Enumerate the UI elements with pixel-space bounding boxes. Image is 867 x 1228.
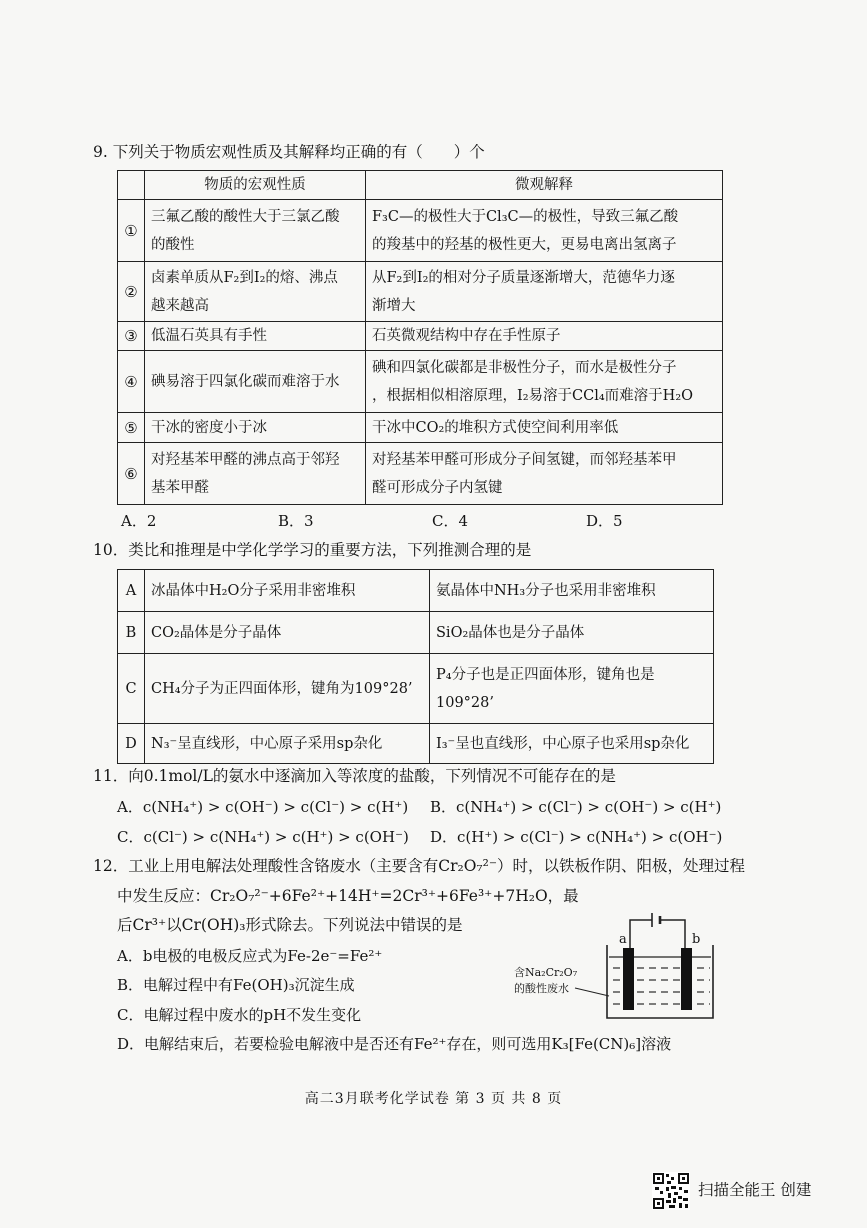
q11-option-d: D．c(H⁺) > c(Cl⁻) > c(NH₄⁺) > c(OH⁻) (430, 828, 723, 846)
scanner-watermark: 扫描全能王 创建 (698, 1181, 812, 1199)
q10-table (117, 569, 714, 764)
electrode-a-label: a (619, 932, 627, 947)
q9-row-num: ④ (118, 351, 145, 413)
q9-row-explanation: 干冰中CO₂的堆积方式使空间利用率低 (366, 413, 723, 443)
q12-stem-line2: 中发生反应：Cr₂O₇²⁻+6Fe²⁺+14H⁺=2Cr³⁺+6Fe³⁺+7H₂O，最 (117, 887, 579, 905)
q9-row-property: 干冰的密度小于冰 (145, 413, 366, 443)
q9-option-a: A．2 (121, 512, 157, 530)
q9-row-num: ② (118, 262, 145, 322)
q10-row-right: SiO₂晶体也是分子晶体 (430, 612, 714, 654)
q11-stem: 11．向0.1mol/L的氨水中逐滴加入等浓度的盐酸，下列情况不可能存在的是 (93, 767, 616, 785)
q10-row-label: B (118, 612, 145, 654)
q10-row-label: C (118, 654, 145, 724)
q12-option-a: A．b电极的电极反应式为Fe-2e⁻=Fe²⁺ (117, 947, 383, 965)
q9-row-property: 碘易溶于四氯化碳而难溶于水 (145, 351, 366, 413)
electrode-b-label: b (692, 932, 701, 947)
q9-row-num: ⑤ (118, 413, 145, 443)
q9-row-num: ① (118, 200, 145, 262)
q12-stem-line1: 12．工业上用电解法处理酸性含铬废水（主要含有Cr₂O₇²⁻）时，以铁板作阴、阳极，处理过程 (93, 857, 746, 875)
q9-header-blank (118, 171, 145, 200)
q10-row-left: 冰晶体中H₂O分子采用非密堆积 (145, 570, 430, 612)
q10-row-right: 氨晶体中NH₃分子也采用非密堆积 (430, 570, 714, 612)
q9-row-num: ⑥ (118, 443, 145, 505)
solution-label-line2: 的酸性废水 (514, 982, 569, 995)
q12-option-d: D．电解结束后，若要检验电解液中是否还有Fe²⁺存在，则可选用K₃[Fe(CN)₆]溶液 (117, 1035, 672, 1053)
q10-stem: 10．类比和推理是中学化学学习的重要方法，下列推测合理的是 (93, 541, 532, 559)
q9-row-property: 对羟基苯甲醛的沸点高于邻羟 基苯甲醛 (145, 443, 366, 505)
page-footer: 高二3月联考化学试卷 第 3 页 共 8 页 (304, 1091, 563, 1107)
q10-row-label: D (118, 724, 145, 764)
q12-option-c: C．电解过程中废水的pH不发生变化 (117, 1006, 362, 1024)
q9-row-explanation: F₃C—的极性大于Cl₃C—的极性，导致三氟乙酸 的羧基中的羟基的极性更大，更易电离出氢离子 (366, 200, 723, 262)
q9-option-c: C．4 (432, 512, 469, 530)
solution-label-line1: 含Na₂Cr₂O₇ (514, 966, 578, 979)
q9-header-property: 物质的宏观性质 (145, 171, 366, 200)
q9-row-num: ③ (118, 322, 145, 351)
q11-option-b: B．c(NH₄⁺) > c(Cl⁻) > c(OH⁻) > c(H⁺) (430, 798, 722, 816)
q10-row-left: N₃⁻呈直线形，中心原子采用sp杂化 (145, 724, 430, 764)
qr-code-icon (652, 1172, 690, 1210)
q10-row-left: CO₂晶体是分子晶体 (145, 612, 430, 654)
q9-row-explanation: 对羟基苯甲醛可形成分子间氢键，而邻羟基苯甲 醛可形成分子内氢键 (366, 443, 723, 505)
q10-row-label: A (118, 570, 145, 612)
q10-row-right: P₄分子也是正四面体形，键角也是 109°28’ (430, 654, 714, 724)
q11-option-a: A．c(NH₄⁺) > c(OH⁻) > c(Cl⁻) > c(H⁺) (117, 798, 409, 816)
q9-option-b: B．3 (278, 512, 314, 530)
q9-row-explanation: 碘和四氯化碳都是非极性分子，而水是极性分子 ，根据相似相溶原理，I₂易溶于CCl₄而难溶于H₂O (366, 351, 723, 413)
q9-row-property: 卤素单质从F₂到I₂的熔、沸点 越来越高 (145, 262, 366, 322)
q9-row-property: 低温石英具有手性 (145, 322, 366, 351)
electrode-a (623, 948, 634, 1010)
q9-header-explanation: 微观解释 (366, 171, 723, 200)
q12-option-b: B．电解过程中有Fe(OH)₃沉淀生成 (117, 976, 355, 994)
q9-stem: 9. 下列关于物质宏观性质及其解释均正确的有（ ）个 (93, 143, 485, 161)
q9-row-property: 三氟乙酸的酸性大于三氯乙酸 的酸性 (145, 200, 366, 262)
electrode-b (681, 948, 692, 1010)
q9-row-explanation: 从F₂到I₂的相对分子质量逐渐增大，范德华力逐 渐增大 (366, 262, 723, 322)
beaker-icon (607, 945, 713, 1018)
q9-option-d: D．5 (586, 512, 623, 530)
q11-option-c: C．c(Cl⁻) > c(NH₄⁺) > c(H⁺) > c(OH⁻) (117, 828, 409, 846)
q9-table (117, 170, 723, 505)
q10-row-right: I₃⁻呈也直线形，中心原子也采用sp杂化 (430, 724, 714, 764)
q10-row-left: CH₄分子为正四面体形，键角为109°28’ (145, 654, 430, 724)
q12-stem-line3: 后Cr³⁺以Cr(OH)₃形式除去。下列说法中错误的是 (117, 916, 463, 934)
q9-row-explanation: 石英微观结构中存在手性原子 (366, 322, 723, 351)
